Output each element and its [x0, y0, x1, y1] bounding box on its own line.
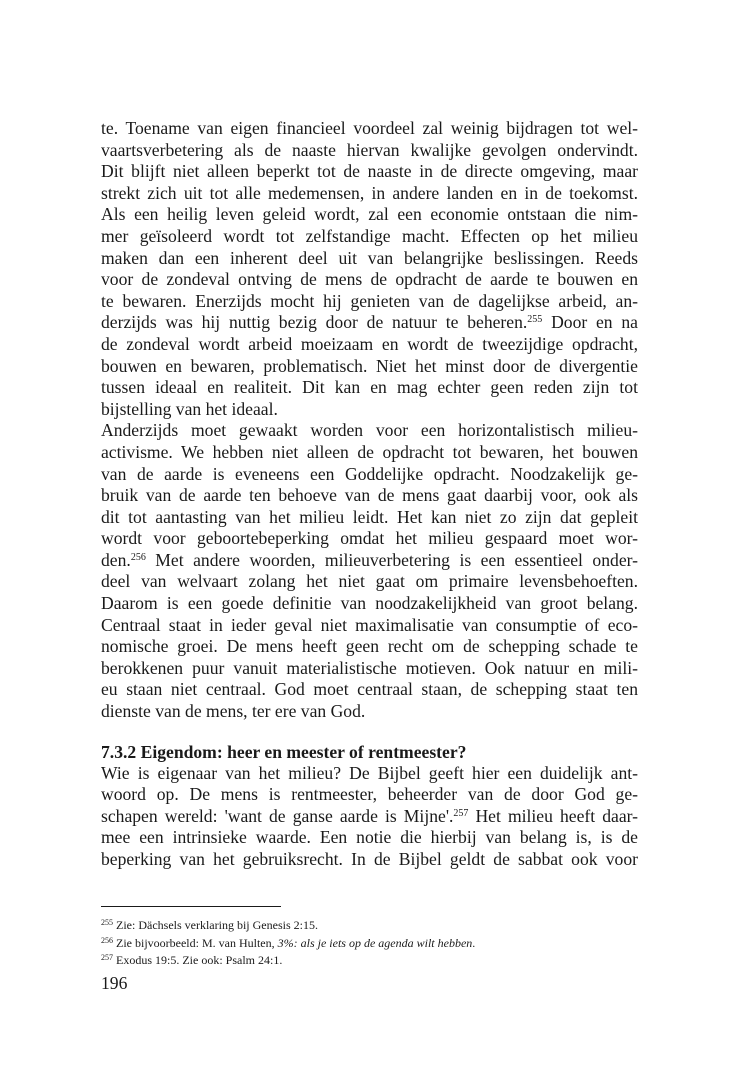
text-line: mee een intrinsieke waarde. Een notie die hierbij van belang is, is de	[101, 827, 638, 848]
text-line: Centraal staat in ieder geval niet maximalisatie van consumptie of eco-	[101, 614, 638, 635]
text-line: wordt voor geboortebeperking omdat het milieu gespaard moet wor-	[101, 528, 638, 549]
text-line: dit tot aantasting van het milieu leidt. Het kan niet zo zijn dat gepleit	[101, 506, 638, 527]
text-line: van de aarde is eveneens een Goddelijke opdracht. Noodzakelijk ge-	[101, 463, 638, 484]
footnote-255: $^{255}$ Zie: Dächsels verklaring bij Genesis 2:15.	[101, 918, 318, 932]
footnote-ref: 257	[453, 807, 469, 819]
text-line: Als een heilig leven geleid wordt, zal een economie ontstaan die nim-	[101, 204, 638, 225]
footnote-divider	[101, 906, 281, 907]
section-heading: 7.3.2 Eigendom: heer en meester of rentmeester?	[101, 741, 467, 762]
text-line: deel van welvaart zolang het niet gaat om primaire levensbehoeften.	[101, 571, 638, 592]
footnotes	[101, 917, 638, 970]
text-line: Daarom is een goede definitie van noodzakelijkheid van groot belang.	[101, 593, 638, 614]
text-line: voor de zondeval ontving de mens de opdracht de aarde te bouwen en	[101, 269, 638, 290]
text-line: schapen wereld: 'want de ganse aarde is Mijne'.$^{257}$ Het milieu heeft daar-	[101, 805, 638, 826]
footnote-257: $^{257}$ Exodus 19:5. Zie ook: Psalm 24:1.	[101, 953, 283, 967]
text-line: woord op. De mens is rentmeester, beheerder van de door God ge-	[101, 784, 638, 805]
text-line: bijstelling van het ideaal.	[101, 398, 278, 419]
text-line: de zondeval wordt arbeid moeizaam en wordt de tweezijdige opdracht,	[101, 333, 638, 354]
text-line: bruik van de aarde ten behoeve van de mens gaat daarbij voor, ook als	[101, 485, 638, 506]
text-line: dienste van de mens, ter ere van God.	[101, 701, 366, 722]
text-line: eu staan niet centraal. God moet centraal staan, de schepping staat ten	[101, 679, 638, 700]
section-paragraph	[101, 763, 638, 871]
text-line: te bewaren. Enerzijds mocht hij genieten van de dagelijkse arbeid, an-	[101, 290, 638, 311]
text-line: maken dan een inherent deel uit van belangrijke beslissingen. Reeds	[101, 247, 638, 268]
footnote-256: $^{256}$ Zie bijvoorbeeld: M. van Hulten, 3%: als je iets op de agenda wilt hebben.	[101, 935, 476, 950]
text-line: vaartsverbetering als de naaste hiervan kwalijke gevolgen ondervindt.	[101, 139, 638, 160]
text-line: activisme. We hebben niet alleen de opdracht tot bewaren, het bouwen	[101, 441, 638, 462]
text-line: te. Toename van eigen financieel voordeel zal weinig bijdragen tot wel-	[101, 118, 638, 138]
text-line: beperking van het gebruiksrecht. In de Bijbel geldt de sabbat ook voor	[101, 849, 638, 869]
text-line: nomische groei. De mens heeft geen recht om de schepping schade te	[101, 636, 638, 657]
page-text	[101, 118, 638, 871]
text-line: den.$^{256}$ Met andere woorden, milieuverbetering is een essentieel onder-	[101, 549, 638, 570]
text-line: Anderzijds moet gewaakt worden voor een horizontalistisch milieu-	[101, 420, 638, 441]
text-line: bouwen en bewaren, problematisch. Niet het minst door de divergentie	[101, 355, 638, 376]
footnote-ref: 255	[527, 314, 543, 326]
text-line: berokkenen puur vanuit materialistische motieven. Ook natuur en mili-	[101, 657, 638, 678]
text-line: Dit blijft niet alleen beperkt tot de naaste in de directe omgeving, maar	[101, 161, 638, 182]
text-line: tussen ideaal en realiteit. Dit kan en mag echter geen reden zijn tot	[101, 377, 638, 398]
text-line: Wie is eigenaar van het milieu? De Bijbel geeft hier een duidelijk ant-	[101, 762, 638, 783]
text-line: mer geïsoleerd wordt tot zelfstandige macht. Effecten op het milieu	[101, 225, 638, 246]
text-line: derzijds was hij nuttig bezig door de natuur te beheren.$^{255}$ Door en na	[101, 312, 638, 333]
footnote-ref: 256	[130, 551, 146, 563]
body-paragraphs	[101, 118, 638, 723]
page-number: 196	[101, 973, 128, 993]
text-line: strekt zich uit tot alle medemensen, in andere landen en in de toekomst.	[101, 182, 638, 203]
